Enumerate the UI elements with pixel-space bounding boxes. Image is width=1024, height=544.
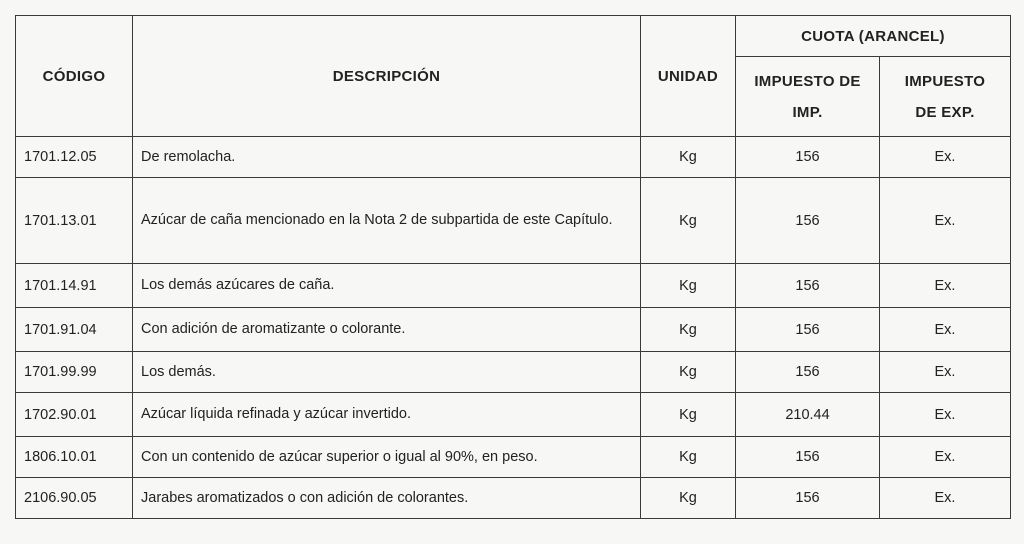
- header-impuesto-exp-line1: IMPUESTO: [904, 72, 986, 90]
- cell-codigo: 1701.91.04: [16, 308, 133, 352]
- cell-unidad: Kg: [641, 393, 736, 437]
- header-impuesto-exp: [880, 57, 1011, 137]
- header-unidad: UNIDAD: [641, 16, 736, 137]
- cell-impuesto-imp: 156: [736, 137, 880, 178]
- cell-impuesto-imp: 210.44: [736, 393, 880, 437]
- cell-unidad: Kg: [641, 308, 736, 352]
- cell-unidad: Kg: [641, 178, 736, 264]
- cell-descripcion: Los demás.: [133, 352, 641, 393]
- table-row: [16, 308, 1011, 352]
- cell-unidad: Kg: [641, 437, 736, 478]
- cell-unidad: Kg: [641, 137, 736, 178]
- table-row: [16, 393, 1011, 437]
- table-row: [16, 437, 1011, 478]
- header-descripcion: DESCRIPCIÓN: [133, 16, 641, 137]
- header-impuesto-imp-line2: IMP.: [792, 103, 823, 121]
- table-header: [16, 16, 1011, 137]
- cell-descripcion: Azúcar líquida refinada y azúcar invertido.: [133, 393, 641, 437]
- cell-codigo: 1701.99.99: [16, 352, 133, 393]
- cell-impuesto-exp: Ex.: [880, 437, 1011, 478]
- cell-impuesto-imp: 156: [736, 178, 880, 264]
- cell-unidad: Kg: [641, 264, 736, 308]
- cell-impuesto-exp: Ex.: [880, 352, 1011, 393]
- cell-impuesto-exp: Ex.: [880, 478, 1011, 519]
- cell-codigo: 2106.90.05: [16, 478, 133, 519]
- cell-impuesto-exp: Ex.: [880, 393, 1011, 437]
- header-impuesto-imp: [736, 57, 880, 137]
- cell-impuesto-imp: 156: [736, 437, 880, 478]
- cell-impuesto-imp: 156: [736, 352, 880, 393]
- cell-descripcion: Con un contenido de azúcar superior o igual al 90%, en peso.: [133, 437, 641, 478]
- header-impuesto-exp-line2: DE EXP.: [915, 103, 975, 121]
- cell-impuesto-exp: Ex.: [880, 308, 1011, 352]
- header-cuota: CUOTA (ARANCEL): [736, 16, 1011, 57]
- table-row: [16, 352, 1011, 393]
- cell-codigo: 1806.10.01: [16, 437, 133, 478]
- header-codigo: CÓDIGO: [16, 16, 133, 137]
- table-row: [16, 264, 1011, 308]
- cell-codigo: 1702.90.01: [16, 393, 133, 437]
- cell-impuesto-imp: 156: [736, 478, 880, 519]
- cell-impuesto-imp: 156: [736, 308, 880, 352]
- header-impuesto-imp-line1: IMPUESTO DE: [754, 72, 861, 90]
- cell-descripcion: Los demás azúcares de caña.: [133, 264, 641, 308]
- cell-codigo: 1701.12.05: [16, 137, 133, 178]
- table-row: [16, 178, 1011, 264]
- table-row: [16, 137, 1011, 178]
- cell-unidad: Kg: [641, 352, 736, 393]
- cell-impuesto-imp: 156: [736, 264, 880, 308]
- cell-descripcion: Jarabes aromatizados o con adición de colorantes.: [133, 478, 641, 519]
- cell-descripcion: Con adición de aromatizante o colorante.: [133, 308, 641, 352]
- cell-descripcion: Azúcar de caña mencionado en la Nota 2 de subpartida de este Capítulo.: [133, 178, 641, 264]
- cell-impuesto-exp: Ex.: [880, 178, 1011, 264]
- cell-impuesto-exp: Ex.: [880, 264, 1011, 308]
- cell-descripcion: De remolacha.: [133, 137, 641, 178]
- tariff-table: [15, 15, 1011, 519]
- cell-codigo: 1701.13.01: [16, 178, 133, 264]
- table-row: [16, 478, 1011, 519]
- cell-impuesto-exp: Ex.: [880, 137, 1011, 178]
- table-body: [16, 137, 1011, 519]
- cell-unidad: Kg: [641, 478, 736, 519]
- cell-codigo: 1701.14.91: [16, 264, 133, 308]
